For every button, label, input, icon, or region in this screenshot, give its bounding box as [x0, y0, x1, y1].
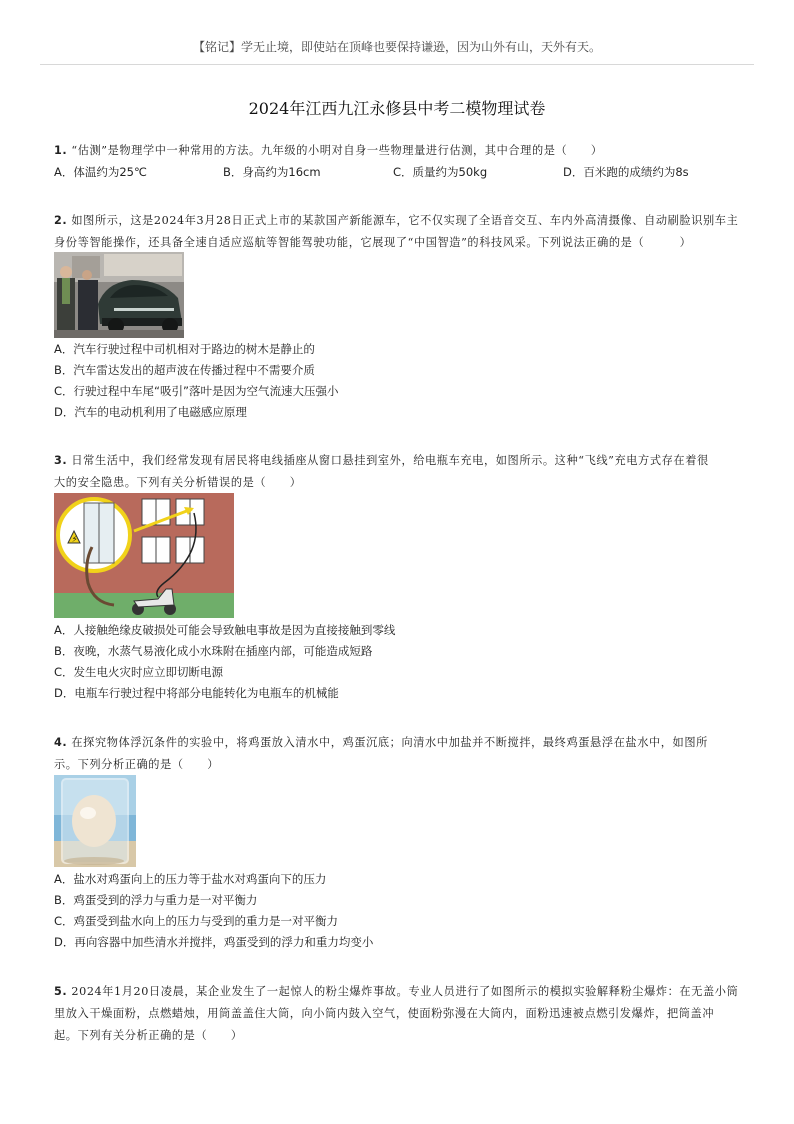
q2-option-a: A．汽车行驶过程中司机相对于路边的树木是静止的: [54, 342, 315, 356]
question-stem-line-1: 2024年1月20日凌晨，某企业发生了一起惊人的粉尘爆炸事故。专业人员进行了如图所示的模拟实验解释粉尘爆炸：在无盖小筒: [71, 985, 739, 998]
q4-option-d: D．再向容器中加些清水并搅拌，鸡蛋受到的浮力和重力均变小: [54, 935, 374, 949]
question-stem: “估测”是物理学中一种常用的方法。九年级的小明对自身一些物理量进行估测，其中合理的是（ ）: [71, 144, 603, 157]
question-stem-line-2: 身份等智能操作，还具备全速自适应巡航等智能驾驶功能，它展现了“中国智造”的科技风采。下列说法正确的是（ ）: [54, 236, 692, 249]
q3-option-d: D．电瓶车行驶过程中将部分电能转化为电瓶车的机械能: [54, 686, 339, 700]
q2-option-d: D．汽车的电动机利用了电磁感应原理: [54, 405, 247, 419]
question-stem-line-2: 示。下列分析正确的是（ ）: [54, 758, 220, 771]
question-stem-line-3: 起。下列有关分析正确的是（ ）: [54, 1029, 243, 1042]
option-a: A．体温约为25℃: [54, 165, 147, 179]
question-stem-line-1: 如图所示，这是2024年3月28日正式上市的某款国产新能源车，它不仅实现了全语音交互、车内外高清摄像、自动刷脸识别车主: [71, 214, 739, 227]
q3-option-a: A．人接触绝缘皮破损处可能会导致触电事故是因为直接接触到零线: [54, 623, 396, 637]
question-5: [54, 981, 744, 1047]
q3-option-b: B．夜晚，水蒸气易液化成小水珠附在插座内部，可能造成短路: [54, 644, 373, 658]
question-number: 2.: [54, 214, 68, 227]
egg-in-salt-water-photo: [54, 775, 136, 867]
question-stem-line-2: 里放入干燥面粉，点燃蜡烛，用筒盖盖住大筒，向小筒内鼓入空气，使面粉弥漫在大筒内，面粉迅速被点燃引发爆炸，把筒盖冲: [54, 1007, 715, 1020]
svg-text:⚡: ⚡: [71, 535, 78, 545]
question-number: 5.: [54, 985, 68, 998]
question-stem-line-1: 在探究物体浮沉条件的实验中，将鸡蛋放入清水中，鸡蛋沉底；向清水中加盐并不断搅拌，最终鸡蛋悬浮在盐水中，如图所: [71, 736, 708, 749]
question-number: 1.: [54, 144, 68, 157]
question-4: [54, 732, 744, 776]
q4-option-c: C．鸡蛋受到盐水向上的压力与受到的重力是一对平衡力: [54, 914, 339, 928]
new-energy-car-photo: [54, 252, 184, 338]
option-b: B．身高约为16cm: [223, 165, 321, 179]
q4-option-a: A．盐水对鸡蛋向上的压力等于盐水对鸡蛋向下的压力: [54, 872, 327, 886]
header-divider: [40, 64, 754, 65]
question-number: 3.: [54, 454, 68, 467]
q2-option-b: B．汽车雷达发出的超声波在传播过程中不需要介质: [54, 363, 315, 377]
question-3: [54, 450, 744, 494]
option-c: C．质量约为50kg: [393, 165, 488, 179]
q3-option-c: C．发生电火灾时应立即切断电源: [54, 665, 224, 679]
q2-option-c: C．行驶过程中车尾“吸引”落叶是因为空气流速大压强小: [54, 384, 339, 398]
header-motto: 【铭记】学无止境，即使站在顶峰也要保持谦逊，因为山外有山，天外有天。: [192, 40, 601, 54]
question-number: 4.: [54, 736, 68, 749]
question-1: [54, 140, 744, 162]
question-2: [54, 210, 744, 254]
option-d: D．百米跑的成绩约为8s: [563, 165, 689, 179]
paper-title: 2024年江西九江永修县中考二模物理试卷: [248, 99, 546, 118]
question-stem-line-2: 大的安全隐患。下列有关分析错误的是（ ）: [54, 476, 302, 489]
question-stem-line-1: 日常生活中，我们经常发现有居民将电线插座从窗口悬挂到室外，给电瓶车充电，如图所示。这种“飞线”充电方式存在着很: [71, 454, 709, 467]
flying-wire-charging-illustration: [54, 493, 234, 618]
q4-option-b: B．鸡蛋受到的浮力与重力是一对平衡力: [54, 893, 258, 907]
